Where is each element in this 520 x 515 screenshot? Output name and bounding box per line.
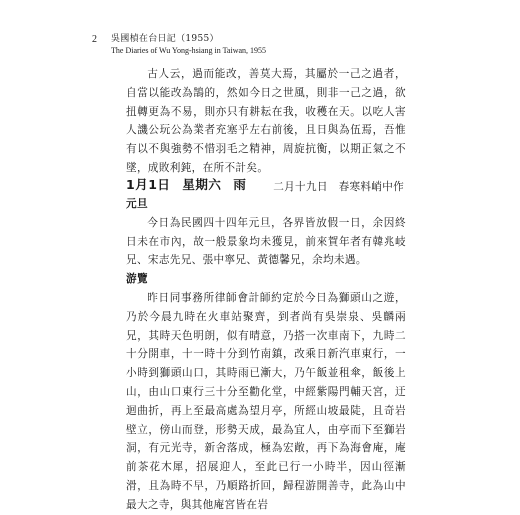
entry-date: 1月1日: [126, 177, 171, 192]
page-number: 2: [92, 34, 97, 45]
entry-weekday: 星期六: [182, 177, 222, 192]
section-title-new-year: 元旦: [126, 198, 148, 210]
preface-paragraph: 古人云，過而能改，善莫大焉，其屬於一己之過者，自當以能改為鵠的，然如今日之世風，則非一己之過，欲扭轉更為不易，則亦只有耕耘在我，收穫在天。以吃人害人譏公玩公為業者充塞乎左右前後，且日與為伍焉，吾惟有以不與強勢不惜羽毛之精神，周旋抗衡，以期正氣之不墜，成敗利鈍，在所不計矣。: [126, 68, 406, 174]
book-title-english: The Diaries of Wu Yong-hsiang in Taiwan, 1955: [111, 46, 267, 55]
section-paragraph-new-year: 今日為民國四十四年元旦，各界皆放假一日，余因終日未在市內，故一般景象均未獲見，前來賀年者有韓兆岐兄、宋志先兄、張中寧兄、黃德馨兄，余均未遇。: [126, 216, 406, 267]
section-title-sightseeing: 游覽: [126, 273, 148, 286]
entry-heading: [126, 175, 406, 195]
entry-weather: 雨: [233, 177, 247, 192]
running-header: [92, 33, 432, 56]
header-titles: [111, 33, 266, 56]
preface-signature: 二月十九日 春寒料峭中作: [273, 180, 404, 193]
section-paragraph-sightseeing: 昨日同事務所律師會計師約定於今日為獅頭山之遊，乃於今晨九時在火車站聚齊，到者尚有吳崇泉、吳麟兩兄，其時天色明朗，似有晴意，乃搭一次車南下，九時二十分開車，十一時十分到竹南鎮，改乘日新汽車東行，一小時到獅頭山口，其時雨已漸大，乃午飯並租傘，飯後上山，由山口東行三十分至勸化堂，中經紫陽門輔天宮，迂迴曲折，再上至最高處為望月亭，所經山坡最陡，且奇岩壁立，傍山而登，形勢天成，最為宜人，由亭而下至獅岩洞，有元光寺，新舍落成，極為宏敞，再下為海會庵，庵前茶花木犀，招展迎人，至此已行一小時半，因山徑漸滑，且為時不早，乃順路折回，歸程游開善寺，此為山中最大之寺，與其他庵宮皆在岩: [126, 291, 406, 511]
book-title-chinese: 吳國楨在台日記（1955）: [111, 34, 219, 44]
diary-entry: [126, 175, 406, 515]
